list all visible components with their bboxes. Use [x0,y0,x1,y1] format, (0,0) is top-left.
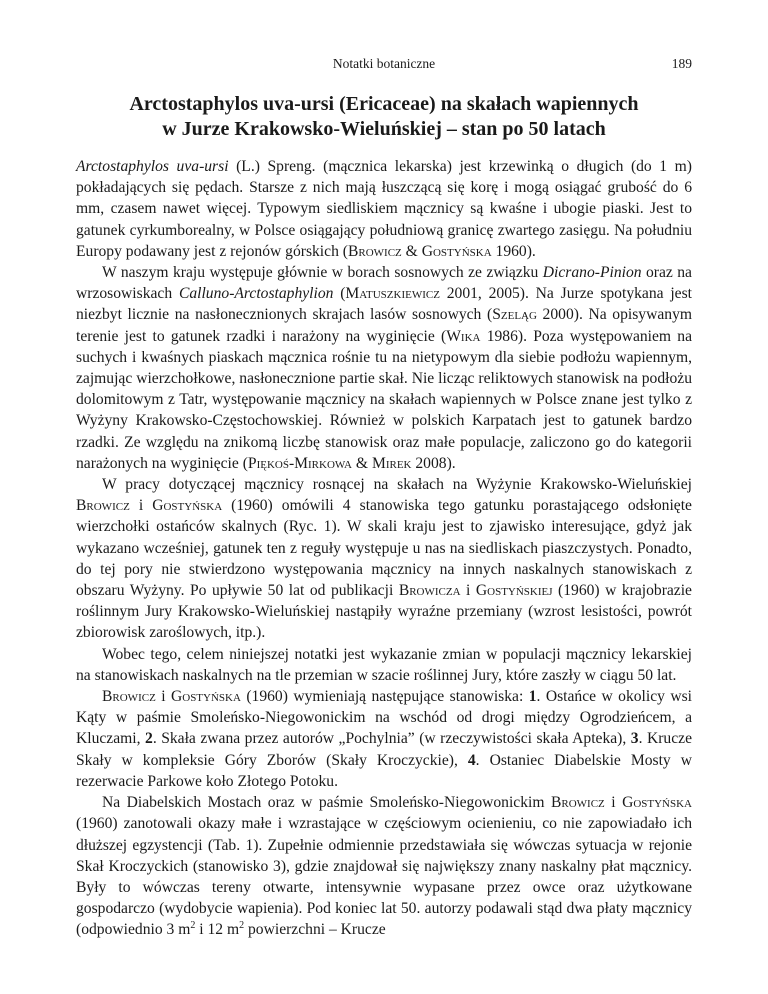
paragraph [76,644,692,686]
text-run: . Ostaniec Diabelskie Mosty w rezerwacie Parkowe koło Złotego Potoku. [76,751,692,790]
text-run: 2008). [411,454,456,472]
text-run: 2000). Na opisywanym terenie jest to gatunek rzadki i narażony na wyginięcie ( [76,306,692,345]
article-body [76,156,692,941]
author-citation: Mirek [371,454,412,472]
text-run: i 12 m [195,921,240,939]
text-run: . Skała zwana przez autorów „Pochylnia” (w rzeczywistości skała Apteka), [152,730,631,748]
text-run: 1960). [491,242,536,260]
taxon-name: Calluno-Arctostaphylion [178,285,334,303]
text-run: 1986). Poza występowaniem na suchych i kwaśnych piaskach mącznica rośnie tu na nietypowym dla siebie podłożu wapiennym, zajmując wierzchołkowe, nasłonecznione partie skał. Nie licząc reliktowych stanowisk na podłożu dolomitowym z Tatr, występowanie mącznicy na skałach wapiennych w Polsce znane jest tylko z Wyżyny Krakowsko-Częstochowskiej. Również w polskich Karpatach jest to gatunek bardzo rzadki. Ze względu na znikomą liczbę stanowisk oraz małe populacje, zaliczono go do kategorii narażonych na wyginięcie ( [76,327,692,472]
text-run: Wobec tego, celem niniejszej notatki jest wykazanie zmian w populacji mącznicy lekarskiej na stanowiskach naskalnych na tle przemian w szacie roślinnej Jury, które zaszły w ciągu 50 lat. [76,645,692,684]
text-run: & [352,454,372,472]
page-number: 189 [671,56,692,71]
author-citation: Gostyńska [170,688,241,706]
author-citation: Wika [446,327,481,345]
article-title [76,92,692,142]
author-citation: Gostyńska [421,242,492,260]
paragraph [76,686,692,792]
text-run: i [460,582,476,600]
text-run: 2 [145,730,153,748]
text-run: . Krucze Skały w kompleksie Góry Zborów (Skały Kroczyckie), [76,730,692,769]
text-run: 2 [190,920,196,932]
author-citation: Matuszkiewicz [345,285,440,303]
text-run: (1960) wymieniają następujące stanowiska: [240,688,529,706]
text-run: oraz na wrzosowiskach [76,264,692,303]
text-run: . Ostańce w okolicy wsi Kąty w paśmie Smoleńsko-Niegowonickim na wschód od drogi między Ogrodzieńcem, a Kluczami, [76,688,692,748]
author-citation: Browicz [102,688,156,706]
text-run: ( [333,285,346,303]
text-run: i [604,794,623,812]
text-run: Na Diabelskich Mostach oraz w paśmie Smoleńsko-Niegowonickim [102,794,551,812]
text-run: W naszym kraju występuje głównie w borach sosnowych ze związku [102,264,543,282]
author-citation: Gostyńska [152,497,223,515]
text-run: 3 [630,730,639,748]
title-line-2: w Jurze Krakowsko-Wieluńskiej – stan po 50 latach [162,118,606,140]
text-run: 2 [239,920,245,932]
author-citation: Gostyńskiej [475,582,553,600]
paragraph [76,262,692,474]
text-run: (1960) zanotowali okazy małe i wzrastające w częściowym ocienieniu, co nie zapowiadało ich dłuższej egzystencji (Tab. 1). Zupełnie odmiennie przedstawiała się wówczas sytuacja w rejonie Skał Kroczyckich (stanowisko 3), gdzie znajdował się największy znany naskalny płat mącznicy. Były to wówczas tereny otwarte, intensywnie wypasane przez owce oraz użytkowane gospodarczo (wydobycie wapienia). Pod koniec lat 50. autorzy podawali stąd dwa płaty mącznicy (odpowiednio 3 m [76,815,692,939]
text-run: i [155,688,171,706]
author-citation: Browicz [347,242,402,260]
text-run: W pracy dotyczącej mącznicy rosnącej na skałach na Wyżynie Krakowsko-Wieluńskiej [102,476,692,494]
paragraph [76,792,692,940]
text-run: (1960) omówili 4 stanowiska tego gatunku porastającego odsłonięte wierzchołki ostańców skalnych (Ryc. 1). W skali kraju jest to zjawisko interesujące, gdyż jak wykazano wcześniej, gatunek ten z reguły występuje u nas na siedliskach piaszczystych. Ponadto, do tej pory nie stwierdzono występowania mącznicy na innych naskalnych stanowiskach z obszaru Wyżyny. Po upływie 50 lat od publikacji [76,497,692,600]
author-citation: Browicz [550,794,605,812]
text-run: powierzchni – Krucze [244,921,386,939]
author-citation: Szeląg [492,306,537,324]
running-head [76,56,692,76]
text-run: 1 [528,688,537,706]
text-run: 4 [467,751,476,769]
author-citation: Gostyńska [622,794,692,812]
taxon-name: Arctostaphylos uva-ursi [76,158,229,175]
text-run: (L.) Spreng. (mącznica lekarska) jest krzewinką o długich (do 1 m) pokładających się pędach. Starsze z nich mają łuszczącą się korę i mogą osiągać grubość do 6 mm, czasem nawet więcej. Typowym siedliskiem mącznicy są kwaśne i ubogie piaski. Jest to gatunek cyrkumborealny, w Polsce osiągający południową granicę zwartego zasięgu. Na południu Europy podawany jest z rejonów górskich ( [76,158,692,260]
text-run: & [401,242,422,260]
author-citation: Piękoś-Mirkowa [247,454,353,472]
journal-section: Notatki botaniczne [332,56,436,71]
text-run: 2001, 2005). Na Jurze spotykana jest niezbyt licznie na nasłonecznionych skrajach lasów sosnowych ( [76,285,692,324]
text-run: i [129,497,153,515]
title-line-1: Arctostaphylos uva-ursi (Ericaceae) na skałach wapiennych [129,93,639,115]
author-citation: Browicz [76,497,130,515]
taxon-name: Dicrano-Pinion [542,264,642,282]
author-citation: Browicza [398,582,461,600]
paragraph [76,156,692,262]
paragraph [76,474,692,644]
text-run: (1960) w krajobrazie roślinnym Jury Krakowsko-Wieluńskiej nastąpiły wyraźne przemiany (wzrost lesistości, powrót zbiorowisk zaroślowych, itp.). [76,582,692,642]
